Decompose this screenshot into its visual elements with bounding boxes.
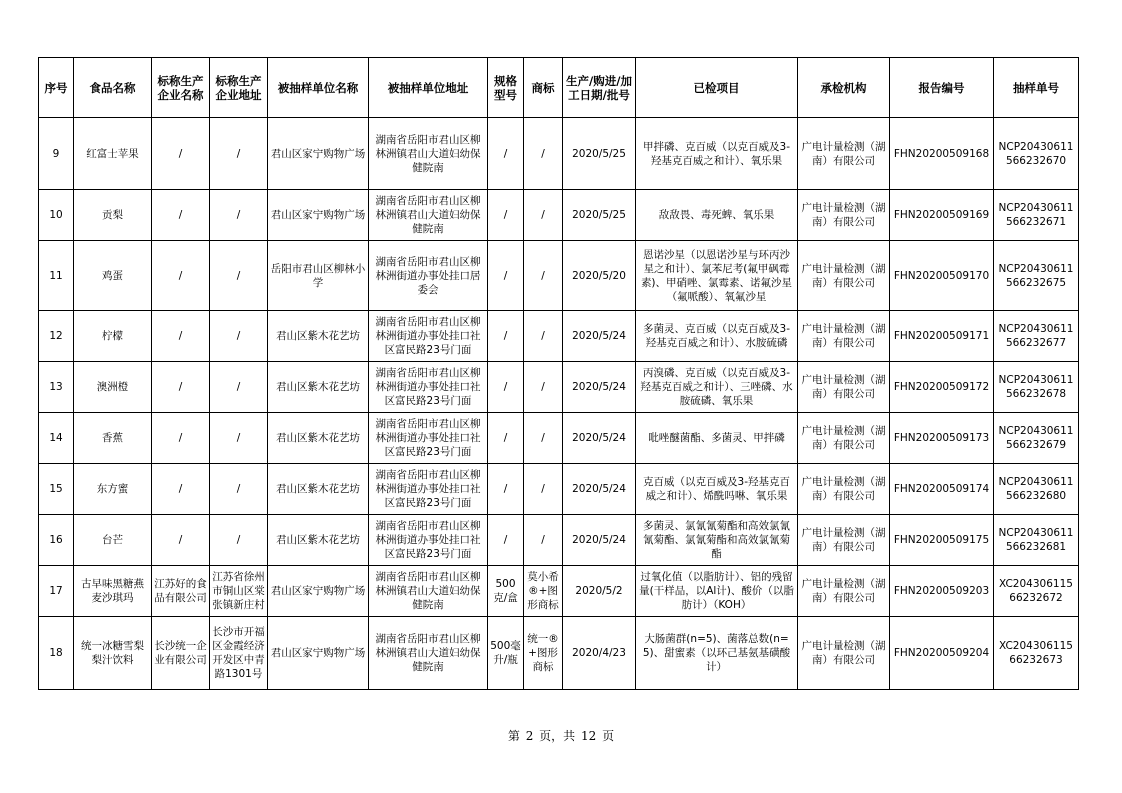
cell-serial: 11 bbox=[39, 241, 74, 311]
cell-date-batch: 2020/5/24 bbox=[563, 311, 636, 362]
cell-sample-number: NCP20430611566232681 bbox=[994, 515, 1079, 566]
header-trademark: 商标 bbox=[524, 58, 563, 118]
cell-report-number: FHN20200509204 bbox=[890, 617, 994, 690]
cell-spec: / bbox=[488, 515, 524, 566]
cell-sampled-unit-name: 君山区家宁购物广场 bbox=[268, 566, 369, 617]
cell-report-number: FHN20200509203 bbox=[890, 566, 994, 617]
footer-suffix: 页 bbox=[602, 729, 615, 743]
cell-serial: 16 bbox=[39, 515, 74, 566]
header-tested-items: 已检项目 bbox=[636, 58, 798, 118]
cell-sampled-unit-address: 湖南省岳阳市君山区柳林洲镇君山大道妇幼保健院南 bbox=[369, 617, 488, 690]
cell-sampled-unit-name: 君山区紫木花艺坊 bbox=[268, 311, 369, 362]
cell-sampled-unit-name: 岳阳市君山区柳林小学 bbox=[268, 241, 369, 311]
cell-report-number: FHN20200509170 bbox=[890, 241, 994, 311]
cell-tested-items: 敌敌畏、毒死蜱、氧乐果 bbox=[636, 190, 798, 241]
cell-trademark: / bbox=[524, 464, 563, 515]
cell-spec: / bbox=[488, 190, 524, 241]
cell-report-number: FHN20200509168 bbox=[890, 118, 994, 190]
cell-food-name: 贡梨 bbox=[74, 190, 152, 241]
cell-tested-items: 甲拌磷、克百威（以克百威及3-羟基克百威之和计）、氧乐果 bbox=[636, 118, 798, 190]
cell-serial: 12 bbox=[39, 311, 74, 362]
header-manufacturer-address: 标称生产企业地址 bbox=[210, 58, 268, 118]
cell-date-batch: 2020/5/24 bbox=[563, 413, 636, 464]
cell-testing-agency: 广电计量检测（湖南）有限公司 bbox=[798, 311, 890, 362]
footer-mid: 页，共 bbox=[539, 729, 576, 743]
header-food-name: 食品名称 bbox=[74, 58, 152, 118]
table-row bbox=[39, 617, 1079, 690]
cell-sample-number: NCP20430611566232671 bbox=[994, 190, 1079, 241]
cell-food-name: 统一冰糖雪梨梨汁饮料 bbox=[74, 617, 152, 690]
cell-date-batch: 2020/5/24 bbox=[563, 362, 636, 413]
table-header-row bbox=[39, 58, 1079, 118]
cell-manufacturer-name: / bbox=[152, 241, 210, 311]
header-sampled-unit-name: 被抽样单位名称 bbox=[268, 58, 369, 118]
cell-sampled-unit-address: 湖南省岳阳市君山区柳林洲街道办事处挂口居委会 bbox=[369, 241, 488, 311]
table-row bbox=[39, 362, 1079, 413]
inspection-results-table bbox=[38, 57, 1079, 690]
cell-manufacturer-name: / bbox=[152, 190, 210, 241]
cell-tested-items: 大肠菌群(n=5)、菌落总数(n=5)、甜蜜素（以环己基氨基磺酸计） bbox=[636, 617, 798, 690]
header-date-batch: 生产/购进/加工日期/批号 bbox=[563, 58, 636, 118]
header-report-number: 报告编号 bbox=[890, 58, 994, 118]
table-row bbox=[39, 311, 1079, 362]
cell-trademark: 统一®+图形商标 bbox=[524, 617, 563, 690]
cell-date-batch: 2020/5/24 bbox=[563, 464, 636, 515]
cell-tested-items: 克百威（以克百威及3-羟基克百威之和计）、烯酰吗啉、氧乐果 bbox=[636, 464, 798, 515]
cell-serial: 14 bbox=[39, 413, 74, 464]
cell-trademark: / bbox=[524, 515, 563, 566]
cell-tested-items: 过氧化值（以脂肪计）、铝的残留量(干样品，以Al计)、酸价（以脂肪计）（KOH） bbox=[636, 566, 798, 617]
cell-manufacturer-name: 长沙统一企业有限公司 bbox=[152, 617, 210, 690]
cell-manufacturer-name: / bbox=[152, 311, 210, 362]
cell-serial: 13 bbox=[39, 362, 74, 413]
cell-food-name: 台芒 bbox=[74, 515, 152, 566]
cell-trademark: / bbox=[524, 118, 563, 190]
cell-manufacturer-address: / bbox=[210, 413, 268, 464]
cell-date-batch: 2020/5/25 bbox=[563, 118, 636, 190]
cell-testing-agency: 广电计量检测（湖南）有限公司 bbox=[798, 413, 890, 464]
cell-testing-agency: 广电计量检测（湖南）有限公司 bbox=[798, 190, 890, 241]
cell-testing-agency: 广电计量检测（湖南）有限公司 bbox=[798, 566, 890, 617]
table-row bbox=[39, 515, 1079, 566]
cell-food-name: 柠檬 bbox=[74, 311, 152, 362]
header-sampled-unit-address: 被抽样单位地址 bbox=[369, 58, 488, 118]
table-row bbox=[39, 464, 1079, 515]
cell-testing-agency: 广电计量检测（湖南）有限公司 bbox=[798, 241, 890, 311]
cell-manufacturer-name: / bbox=[152, 464, 210, 515]
cell-testing-agency: 广电计量检测（湖南）有限公司 bbox=[798, 617, 890, 690]
cell-sampled-unit-address: 湖南省岳阳市君山区柳林洲镇君山大道妇幼保健院南 bbox=[369, 190, 488, 241]
cell-date-batch: 2020/4/23 bbox=[563, 617, 636, 690]
footer-total-pages: 12 bbox=[581, 729, 597, 743]
cell-sampled-unit-address: 湖南省岳阳市君山区柳林洲街道办事处挂口社区富民路23号门面 bbox=[369, 413, 488, 464]
cell-sample-number: NCP20430611566232680 bbox=[994, 464, 1079, 515]
cell-sampled-unit-name: 君山区家宁购物广场 bbox=[268, 118, 369, 190]
cell-report-number: FHN20200509169 bbox=[890, 190, 994, 241]
cell-trademark: / bbox=[524, 241, 563, 311]
cell-manufacturer-name: 江苏好的食品有限公司 bbox=[152, 566, 210, 617]
cell-spec: / bbox=[488, 413, 524, 464]
cell-spec: / bbox=[488, 311, 524, 362]
cell-sample-number: XC20430611566232672 bbox=[994, 566, 1079, 617]
cell-spec: 500克/盒 bbox=[488, 566, 524, 617]
cell-sampled-unit-name: 君山区家宁购物广场 bbox=[268, 190, 369, 241]
cell-manufacturer-address: / bbox=[210, 515, 268, 566]
cell-sampled-unit-name: 君山区紫木花艺坊 bbox=[268, 464, 369, 515]
table-row bbox=[39, 413, 1079, 464]
cell-report-number: FHN20200509174 bbox=[890, 464, 994, 515]
cell-sampled-unit-address: 湖南省岳阳市君山区柳林洲镇君山大道妇幼保健院南 bbox=[369, 118, 488, 190]
cell-sample-number: XC20430611566232673 bbox=[994, 617, 1079, 690]
cell-serial: 18 bbox=[39, 617, 74, 690]
cell-manufacturer-name: / bbox=[152, 362, 210, 413]
cell-sampled-unit-address: 湖南省岳阳市君山区柳林洲街道办事处挂口社区富民路23号门面 bbox=[369, 362, 488, 413]
table-row bbox=[39, 241, 1079, 311]
cell-manufacturer-address: / bbox=[210, 118, 268, 190]
cell-trademark: / bbox=[524, 413, 563, 464]
cell-manufacturer-name: / bbox=[152, 413, 210, 464]
cell-report-number: FHN20200509173 bbox=[890, 413, 994, 464]
cell-serial: 9 bbox=[39, 118, 74, 190]
cell-sampled-unit-name: 君山区紫木花艺坊 bbox=[268, 362, 369, 413]
footer-current-page: 2 bbox=[525, 729, 534, 743]
cell-testing-agency: 广电计量检测（湖南）有限公司 bbox=[798, 118, 890, 190]
cell-manufacturer-address: / bbox=[210, 241, 268, 311]
cell-report-number: FHN20200509172 bbox=[890, 362, 994, 413]
cell-manufacturer-name: / bbox=[152, 515, 210, 566]
cell-tested-items: 恩诺沙星（以恩诺沙星与环丙沙星之和计）、氯苯尼考(氟甲砜霉素)、甲硝唑、氯霉素、诺氟沙星（氟哌酸）、氧氟沙星 bbox=[636, 241, 798, 311]
cell-sampled-unit-name: 君山区紫木花艺坊 bbox=[268, 413, 369, 464]
cell-date-batch: 2020/5/25 bbox=[563, 190, 636, 241]
cell-manufacturer-address: 长沙市开福区金霞经济开发区中青路1301号 bbox=[210, 617, 268, 690]
cell-serial: 15 bbox=[39, 464, 74, 515]
cell-manufacturer-address: / bbox=[210, 464, 268, 515]
cell-date-batch: 2020/5/24 bbox=[563, 515, 636, 566]
cell-tested-items: 多菌灵、克百威（以克百威及3-羟基克百威之和计）、水胺硫磷 bbox=[636, 311, 798, 362]
cell-food-name: 鸡蛋 bbox=[74, 241, 152, 311]
cell-trademark: / bbox=[524, 362, 563, 413]
cell-sampled-unit-name: 君山区家宁购物广场 bbox=[268, 617, 369, 690]
cell-testing-agency: 广电计量检测（湖南）有限公司 bbox=[798, 362, 890, 413]
cell-testing-agency: 广电计量检测（湖南）有限公司 bbox=[798, 464, 890, 515]
cell-sample-number: NCP20430611566232670 bbox=[994, 118, 1079, 190]
table-row bbox=[39, 190, 1079, 241]
cell-trademark: 莫小希®+图形商标 bbox=[524, 566, 563, 617]
cell-date-batch: 2020/5/20 bbox=[563, 241, 636, 311]
header-serial: 序号 bbox=[39, 58, 74, 118]
cell-serial: 10 bbox=[39, 190, 74, 241]
page-footer bbox=[0, 727, 1122, 744]
header-spec: 规格型号 bbox=[488, 58, 524, 118]
cell-food-name: 红富士苹果 bbox=[74, 118, 152, 190]
cell-sample-number: NCP20430611566232675 bbox=[994, 241, 1079, 311]
header-testing-agency: 承检机构 bbox=[798, 58, 890, 118]
cell-tested-items: 丙溴磷、克百威（以克百威及3-羟基克百威之和计）、三唑磷、水胺硫磷、氧乐果 bbox=[636, 362, 798, 413]
cell-spec: / bbox=[488, 118, 524, 190]
cell-spec: / bbox=[488, 362, 524, 413]
cell-tested-items: 吡唑醚菌酯、多菌灵、甲拌磷 bbox=[636, 413, 798, 464]
cell-food-name: 香蕉 bbox=[74, 413, 152, 464]
table-row bbox=[39, 566, 1079, 617]
cell-date-batch: 2020/5/2 bbox=[563, 566, 636, 617]
cell-manufacturer-address: / bbox=[210, 362, 268, 413]
cell-report-number: FHN20200509171 bbox=[890, 311, 994, 362]
cell-testing-agency: 广电计量检测（湖南）有限公司 bbox=[798, 515, 890, 566]
cell-manufacturer-address: / bbox=[210, 190, 268, 241]
cell-spec: / bbox=[488, 241, 524, 311]
cell-manufacturer-name: / bbox=[152, 118, 210, 190]
cell-manufacturer-address: 江苏省徐州市铜山区棠张镇新庄村 bbox=[210, 566, 268, 617]
cell-sample-number: NCP20430611566232679 bbox=[994, 413, 1079, 464]
cell-serial: 17 bbox=[39, 566, 74, 617]
footer-prefix: 第 bbox=[507, 729, 520, 743]
cell-sampled-unit-address: 湖南省岳阳市君山区柳林洲街道办事处挂口社区富民路23号门面 bbox=[369, 311, 488, 362]
cell-sample-number: NCP20430611566232677 bbox=[994, 311, 1079, 362]
cell-tested-items: 多菌灵、氯氰氰菊酯和高效氯氰氰菊酯、氯氰菊酯和高效氯氰菊酯 bbox=[636, 515, 798, 566]
cell-trademark: / bbox=[524, 190, 563, 241]
cell-sample-number: NCP20430611566232678 bbox=[994, 362, 1079, 413]
cell-trademark: / bbox=[524, 311, 563, 362]
cell-food-name: 古早味黑糖燕麦沙琪玛 bbox=[74, 566, 152, 617]
header-manufacturer-name: 标称生产企业名称 bbox=[152, 58, 210, 118]
cell-manufacturer-address: / bbox=[210, 311, 268, 362]
cell-food-name: 东方蜜 bbox=[74, 464, 152, 515]
table-row bbox=[39, 118, 1079, 190]
header-sample-number: 抽样单号 bbox=[994, 58, 1079, 118]
cell-sampled-unit-address: 湖南省岳阳市君山区柳林洲街道办事处挂口社区富民路23号门面 bbox=[369, 464, 488, 515]
cell-report-number: FHN20200509175 bbox=[890, 515, 994, 566]
cell-spec: 500毫升/瓶 bbox=[488, 617, 524, 690]
cell-food-name: 澳洲橙 bbox=[74, 362, 152, 413]
cell-sampled-unit-name: 君山区紫木花艺坊 bbox=[268, 515, 369, 566]
cell-sampled-unit-address: 湖南省岳阳市君山区柳林洲街道办事处挂口社区富民路23号门面 bbox=[369, 515, 488, 566]
cell-sampled-unit-address: 湖南省岳阳市君山区柳林洲镇君山大道妇幼保健院南 bbox=[369, 566, 488, 617]
cell-spec: / bbox=[488, 464, 524, 515]
